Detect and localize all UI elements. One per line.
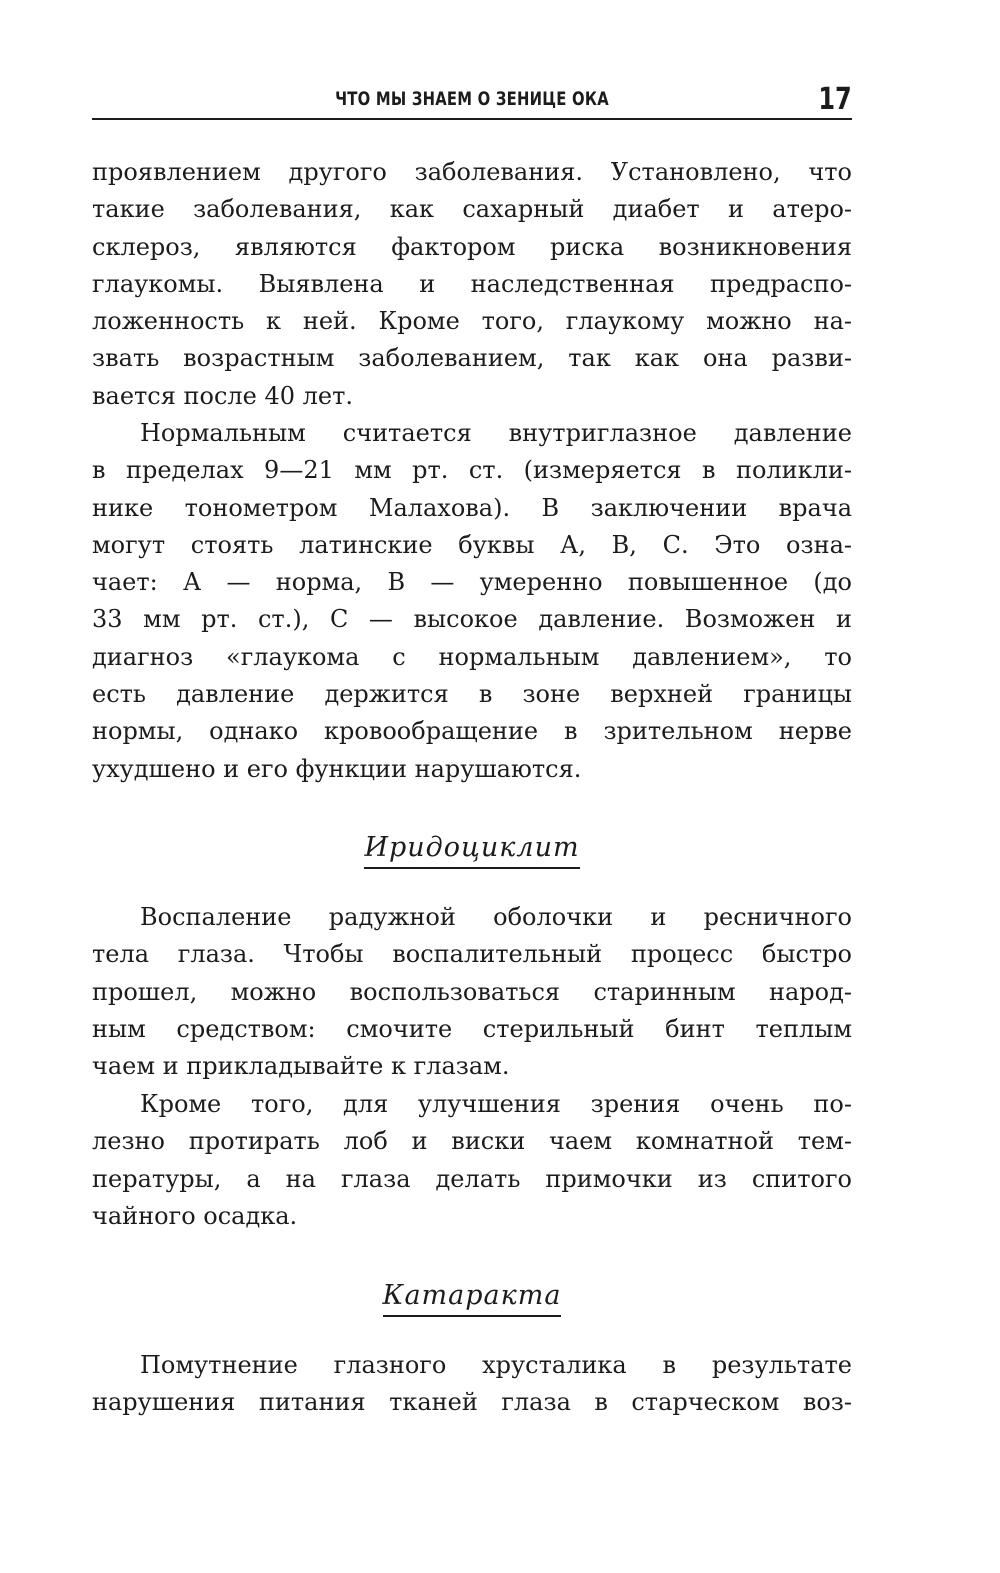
text-line: чаем и прикладывайте к глазам.	[92, 1052, 510, 1081]
text-line: 33 мм рт. ст.), С — высокое давление. Возможен и	[92, 605, 852, 634]
text-line: нике тонометром Малахова). В заключении врача	[92, 493, 852, 522]
text-line: нормы, однако кровообращение в зрительном нерве	[92, 717, 852, 746]
running-header	[92, 84, 852, 120]
text-line: могут стоять латинские буквы А, В, С. Это озна-	[92, 530, 852, 559]
text-line: ухудшено и его функции нарушаются.	[92, 754, 582, 783]
text-line: нарушения питания тканей глаза в старческом воз-	[92, 1388, 852, 1417]
text-line: Нормальным считается внутриглазное давление	[140, 419, 852, 447]
book-page	[92, 0, 852, 1573]
text-line: чает: А — норма, В — умеренно повышенное (до	[92, 568, 852, 597]
text-line: Кроме того, для улучшения зрения очень по-	[140, 1090, 852, 1118]
text-line: проявлением другого заболевания. Установлено, что	[92, 158, 852, 186]
text-line: лезно протирать лоб и виски чаем комнатной тем-	[92, 1127, 852, 1156]
text-line: Помутнение глазного хрусталика в результате	[140, 1351, 852, 1379]
text-line: глаукомы. Выявлена и наследственная предраспо-	[92, 269, 852, 298]
text-line: пературы, а на глаза делать примочки из спитого	[92, 1164, 852, 1193]
text-line: склероз, являются фактором риска возникновения	[92, 232, 852, 261]
paragraph	[92, 154, 852, 415]
section-title-cataract: Катаракта	[383, 1280, 562, 1317]
text-line: ным средством: смочите стерильный бинт теплым	[92, 1014, 852, 1043]
section-title-iridocyclitis: Иридоциклит	[364, 832, 579, 869]
paragraph	[92, 899, 852, 1085]
text-line: есть давление держится в зоне верхней границы	[92, 680, 852, 709]
page-number: 17	[818, 82, 852, 117]
text-line: диагноз «глаукома с нормальным давлением», то	[92, 642, 852, 671]
text-line: вается после 40 лет.	[92, 381, 353, 410]
paragraph	[92, 1347, 852, 1422]
text-line: тела глаза. Чтобы воспалительный процесс быстро	[92, 940, 852, 969]
running-title: ЧТО МЫ ЗНАЕМ О ЗЕНИЦЕ ОКА	[335, 88, 609, 110]
paragraph	[92, 415, 852, 788]
section-heading	[92, 832, 852, 869]
text-line: в пределах 9—21 мм рт. ст. (измеряется в поликли-	[92, 456, 852, 485]
text-line: Воспаление радужной оболочки и ресничного	[140, 903, 852, 931]
paragraph	[92, 1086, 852, 1235]
text-line: прошел, можно воспользоваться старинным народ-	[92, 977, 852, 1006]
section-heading	[92, 1280, 852, 1317]
text-line: звать возрастным заболеванием, так как она разви-	[92, 344, 852, 373]
text-line: ложенность к ней. Кроме того, глаукому можно на-	[92, 307, 852, 336]
text-line: такие заболевания, как сахарный диабет и атеро-	[92, 195, 852, 224]
text-line: чайного осадка.	[92, 1201, 298, 1230]
